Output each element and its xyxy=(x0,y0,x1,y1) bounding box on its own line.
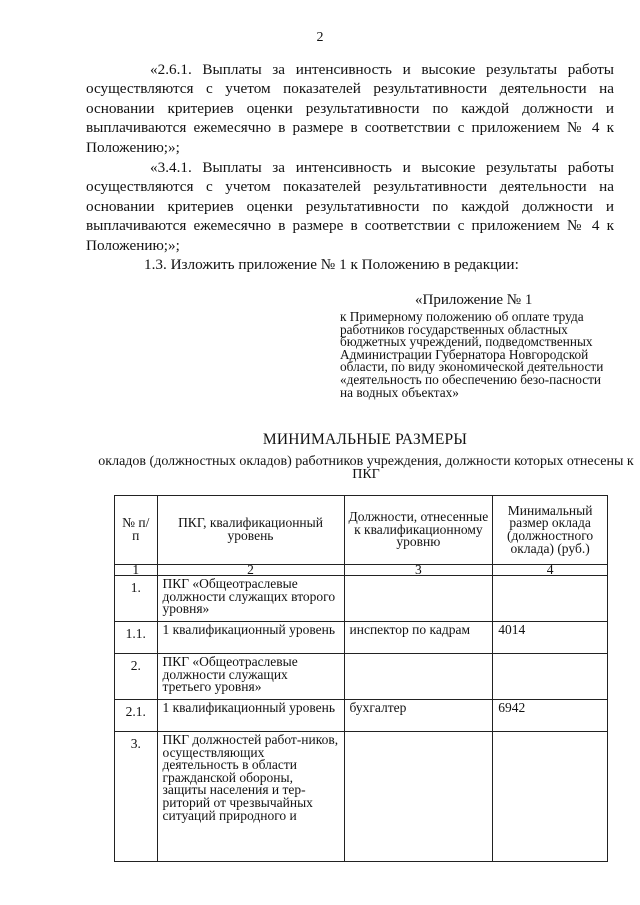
row-number: 2.1. xyxy=(115,700,158,732)
header-number: № п/п xyxy=(115,496,158,565)
paragraph-2-6-1: «2.6.1. Выплаты за интенсивность и высокие результаты работы осуществляются с учетом показателей результативности деятельности на основании критериев оценки результативности по каждой должности и выплачиваются ежемесячно в размере в соответствии с приложением № 4 к Положению;»; xyxy=(86,61,614,156)
header-positions: Должности, отнесенные к квалификационному уровню xyxy=(344,496,493,565)
row-salary: 6942 xyxy=(493,700,608,732)
row-position xyxy=(344,732,493,862)
table-header-row xyxy=(115,496,608,565)
page-number: 2 xyxy=(316,30,324,45)
row-pkg: ПКГ «Общеотраслевые должности служащих третьего уровня» xyxy=(157,654,344,700)
table-subtitle: окладов (должностных окладов) работников учреждения, должности которых отнесены к ПКГ xyxy=(98,454,634,482)
row-position xyxy=(344,654,493,700)
column-number: 3 xyxy=(344,565,493,576)
row-salary xyxy=(493,576,608,622)
appendix-description: к Примерному положению об оплате труда работников государственных областных бюджетных учреждений, подведомственных Администрации Губернатора Новгородской области, по виду экономической деятельности «деятельность по обеспечению безо-пасности на водных объектах» xyxy=(340,309,604,400)
table-row xyxy=(115,576,608,622)
table-row xyxy=(115,654,608,700)
column-number: 2 xyxy=(157,565,344,576)
row-number: 1. xyxy=(115,576,158,622)
row-pkg: 1 квалификационный уровень xyxy=(157,622,344,654)
column-number: 4 xyxy=(493,565,608,576)
row-number: 2. xyxy=(115,654,158,700)
row-pkg: ПКГ «Общеотраслевые должности служащих второго уровня» xyxy=(157,576,344,622)
table-title: МИНИМАЛЬНЫЕ РАЗМЕРЫ xyxy=(262,431,468,448)
table-row xyxy=(115,622,608,654)
row-number: 3. xyxy=(115,732,158,862)
salary-table xyxy=(114,495,608,862)
paragraph-1-3: 1.3. Изложить приложение № 1 к Положению в редакции: xyxy=(144,256,519,273)
row-number: 1.1. xyxy=(115,622,158,654)
column-number-row xyxy=(115,565,608,576)
column-number: 1 xyxy=(115,565,158,576)
table-row xyxy=(115,732,608,862)
row-position xyxy=(344,576,493,622)
appendix-title: «Приложение № 1 xyxy=(415,292,533,308)
row-pkg: 1 квалификационный уровень xyxy=(157,700,344,732)
row-salary xyxy=(493,732,608,862)
row-position: бухгалтер xyxy=(344,700,493,732)
table-row xyxy=(115,700,608,732)
row-pkg: ПКГ должностей работ-ников, осуществляющих деятельность в области гражданской обороны, защиты населения и тер-риторий от чрезвычайных ситуаций природного и xyxy=(157,732,344,862)
row-salary xyxy=(493,654,608,700)
row-salary: 4014 xyxy=(493,622,608,654)
row-position: инспектор по кадрам xyxy=(344,622,493,654)
paragraph-3-4-1: «3.4.1. Выплаты за интенсивность и высокие результаты работы осуществляются с учетом показателей результативности деятельности на основании критериев оценки результативности по каждой должности и выплачиваются ежемесячно в размере в соответствии с приложением № 4 к Положению;»; xyxy=(86,159,614,254)
header-pkg: ПКГ, квалификационный уровень xyxy=(157,496,344,565)
header-min-salary: Минимальный размер оклада (должностного оклада) (руб.) xyxy=(493,496,608,565)
